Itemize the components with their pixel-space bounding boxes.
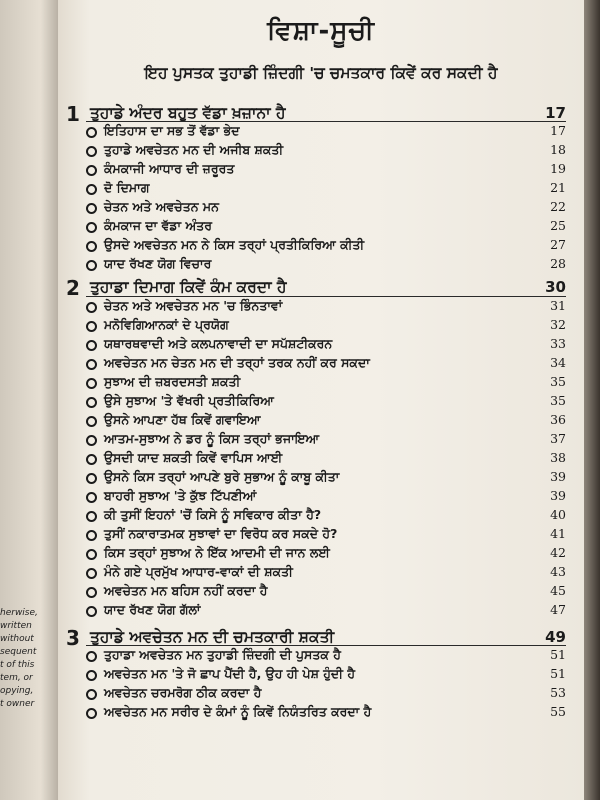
entry-title: ਤੁਹਾਡਾ ਅਵਚੇਤਨ ਮਨ ਤੁਹਾਡੀ ਜ਼ਿੰਦਗੀ ਦੀ ਪੁਸਤਕ ਹੈ <box>104 647 341 662</box>
toc-entry <box>86 256 566 275</box>
bullet-icon <box>86 203 97 214</box>
entry-page: 43 <box>550 564 566 579</box>
toc-entry <box>86 545 566 564</box>
entry-page: 39 <box>550 469 566 484</box>
entry-page: 41 <box>550 526 566 541</box>
entry-title: ਅਵਚੇਤਨ ਮਨ 'ਤੇ ਜੋ ਛਾਪ ਪੈਂਦੀ ਹੈ, ਉਹ ਹੀ ਪੇਸ਼ ਹੁੰਦੀ ਹੈ <box>104 666 355 681</box>
entry-page: 38 <box>550 450 566 465</box>
entry-title: ਕੀ ਤੁਸੀਂ ਇਹਨਾਂ 'ਚੋਂ ਕਿਸੇ ਨੂੰ ਸਵਿਕਾਰ ਕੀਤਾ ਹੈ? <box>104 507 322 522</box>
toc-entry <box>86 526 566 545</box>
bullet-icon <box>86 241 97 252</box>
entry-page: 34 <box>550 355 566 370</box>
bullet-icon <box>86 530 97 541</box>
bullet-icon <box>86 222 97 233</box>
bullet-icon <box>86 473 97 484</box>
bullet-icon <box>86 127 97 138</box>
entry-title: ਅਵਚੇਤਨ ਮਨ ਸਰੀਰ ਦੇ ਕੰਮਾਂ ਨੂੰ ਕਿਵੇਂ ਨਿਯੰਤਰਿਤ ਕਰਦਾ ਹੈ <box>104 704 372 719</box>
bullet-icon <box>86 435 97 446</box>
previous-page-fragment <box>0 0 58 800</box>
chapter-number: 3 <box>66 626 80 650</box>
entry-page: 47 <box>550 602 566 617</box>
bullet-icon <box>86 708 97 719</box>
entry-page: 36 <box>550 412 566 427</box>
toc-entry <box>86 374 566 393</box>
entry-page: 39 <box>550 488 566 503</box>
entry-title: ਯਥਾਰਥਵਾਦੀ ਅਤੇ ਕਲਪਨਾਵਾਦੀ ਦਾ ਸਪੱਸ਼ਟੀਕਰਨ <box>104 336 333 351</box>
chapter-heading <box>66 276 566 298</box>
toc-entry <box>86 469 566 488</box>
bullet-icon <box>86 184 97 195</box>
entry-title: ਮੰਨੇ ਗਏ ਪ੍ਰਮੁੱਖ ਆਧਾਰ-ਵਾਕਾਂ ਦੀ ਸ਼ਕਤੀ <box>104 564 293 579</box>
entry-title: ਦੋ ਦਿਮਾਗ <box>104 180 150 195</box>
prev-page-line: tem, or <box>0 673 33 683</box>
entry-page: 55 <box>550 704 566 719</box>
entry-title: ਤੁਸੀਂ ਨਕਾਰਾਤਮਕ ਸੁਝਾਵਾਂ ਦਾ ਵਿਰੋਧ ਕਰ ਸਕਦੇ ਹੋ? <box>104 526 338 541</box>
toc-entry <box>86 431 566 450</box>
entry-title: ਯਾਦ ਰੱਖਣ ਯੋਗ ਗੱਲਾਂ <box>104 602 201 617</box>
chapter-number: 1 <box>66 102 80 126</box>
entry-page: 27 <box>550 237 566 252</box>
entry-page: 19 <box>550 161 566 176</box>
chapter-page: 17 <box>545 104 566 122</box>
toc-entry <box>86 237 566 256</box>
entry-title: ਤੁਹਾਡੇ ਅਵਚੇਤਨ ਮਨ ਦੀ ਅਜੀਬ ਸ਼ਕਤੀ <box>104 142 284 157</box>
entry-page: 45 <box>550 583 566 598</box>
bullet-icon <box>86 416 97 427</box>
bullet-icon <box>86 260 97 271</box>
bullet-icon <box>86 606 97 617</box>
bullet-icon <box>86 302 97 313</box>
toc-entry <box>86 142 566 161</box>
bullet-icon <box>86 549 97 560</box>
prev-page-line: without <box>0 634 34 644</box>
bullet-icon <box>86 359 97 370</box>
prev-page-line: t of this <box>0 660 35 670</box>
toc-entry <box>86 317 566 336</box>
bullet-icon <box>86 587 97 598</box>
chapter-title: ਤੁਹਾਡਾ ਦਿਮਾਗ ਕਿਵੇਂ ਕੰਮ ਕਰਦਾ ਹੈ <box>90 278 287 296</box>
entry-title: ਚੇਤਨ ਅਤੇ ਅਵਚੇਤਨ ਮਨ 'ਚ ਭਿੰਨਤਾਵਾਂ <box>104 298 283 313</box>
chapter-title: ਤੁਹਾਡੇ ਅਵਚੇਤਨ ਮਨ ਦੀ ਚਮਤਕਾਰੀ ਸ਼ਕਤੀ <box>90 628 335 646</box>
toc-entry <box>86 161 566 180</box>
toc-entry <box>86 180 566 199</box>
divider <box>86 645 566 646</box>
entry-title: ਚੇਤਨ ਅਤੇ ਅਵਚੇਤਨ ਮਨ <box>104 199 219 214</box>
entry-page: 53 <box>550 685 566 700</box>
toc-entry <box>86 704 566 723</box>
toc-entry <box>86 685 566 704</box>
toc-entry <box>86 298 566 317</box>
bullet-icon <box>86 397 97 408</box>
toc-entry <box>86 602 566 621</box>
bullet-icon <box>86 321 97 332</box>
entry-page: 40 <box>550 507 566 522</box>
toc-entry <box>86 355 566 374</box>
entry-title: ਸੁਝਾਅ ਦੀ ਜ਼ਬਰਦਸਤੀ ਸ਼ਕਤੀ <box>104 374 241 389</box>
prev-page-line: written <box>0 621 32 631</box>
bullet-icon <box>86 651 97 662</box>
toc-entry <box>86 218 566 237</box>
bullet-icon <box>86 454 97 465</box>
book-subtitle: ਇਹ ਪੁਸਤਕ ਤੁਹਾਡੀ ਜ਼ਿੰਦਗੀ 'ਚ ਚਮਤਕਾਰ ਕਿਵੇਂ ਕਰ ਸਕਦੀ ਹੈ <box>144 64 498 82</box>
chapter-number: 2 <box>66 276 80 300</box>
chapter-page: 30 <box>545 278 566 296</box>
entry-title: ਮਨੋਵਿਗਿਆਨਕਾਂ ਦੇ ਪ੍ਰਯੋਗ <box>104 317 229 332</box>
contents-page <box>58 0 584 800</box>
entry-title: ਉਸਦੇ ਅਵਚੇਤਨ ਮਨ ਨੇ ਕਿਸ ਤਰ੍ਹਾਂ ਪ੍ਰਤੀਕਿਰਿਆ ਕੀਤੀ <box>104 237 365 252</box>
book-edge <box>584 0 600 800</box>
entry-title: ਅਵਚੇਤਨ ਮਨ ਬਹਿਸ ਨਹੀਂ ਕਰਦਾ ਹੈ <box>104 583 268 598</box>
entry-page: 25 <box>550 218 566 233</box>
entry-title: ਉਸਦੀ ਯਾਦ ਸ਼ਕਤੀ ਕਿਵੇਂ ਵਾਪਿਸ ਆਈ <box>104 450 283 465</box>
entry-title: ਕੰਮਕਾਜੀ ਆਧਾਰ ਦੀ ਜ਼ਰੂਰਤ <box>104 161 235 176</box>
toc-entry <box>86 336 566 355</box>
entry-title: ਯਾਦ ਰੱਖਣ ਯੋਗ ਵਿਚਾਰ <box>104 256 212 271</box>
entry-title: ਉਸੇ ਸੁਝਾਅ 'ਤੇ ਵੱਖਰੀ ਪ੍ਰਤੀਕਿਰਿਆ <box>104 393 274 408</box>
entry-page: 35 <box>550 374 566 389</box>
entry-page: 51 <box>550 647 566 662</box>
entry-page: 22 <box>550 199 566 214</box>
chapter-title: ਤੁਹਾਡੇ ਅੰਦਰ ਬਹੁਤ ਵੱਡਾ ਖ਼ਜ਼ਾਨਾ ਹੈ <box>90 104 286 122</box>
entry-page: 21 <box>550 180 566 195</box>
entry-page: 17 <box>550 123 566 138</box>
toc-entry <box>86 564 566 583</box>
toc-entry <box>86 647 566 666</box>
bullet-icon <box>86 670 97 681</box>
prev-page-line: sequent <box>0 647 37 657</box>
toc-entry <box>86 393 566 412</box>
toc-entry <box>86 412 566 431</box>
entry-title: ਇਤਿਹਾਸ ਦਾ ਸਭ ਤੋਂ ਵੱਡਾ ਭੇਦ <box>104 123 240 138</box>
toc-entry <box>86 450 566 469</box>
bullet-icon <box>86 492 97 503</box>
toc-entry <box>86 199 566 218</box>
entry-page: 18 <box>550 142 566 157</box>
entry-page: 31 <box>550 298 566 313</box>
entry-title: ਅਵਚੇਤਨ ਮਨ ਚੇਤਨ ਮਨ ਦੀ ਤਰ੍ਹਾਂ ਤਰਕ ਨਹੀਂ ਕਰ ਸਕਦਾ <box>104 355 370 370</box>
bullet-icon <box>86 165 97 176</box>
entry-title: ਆਤਮ-ਸੁਝਾਅ ਨੇ ਡਰ ਨੂੰ ਕਿਸ ਤਰ੍ਹਾਂ ਭਜਾਇਆ <box>104 431 320 446</box>
prev-page-line: herwise, <box>0 608 38 618</box>
entry-page: 51 <box>550 666 566 681</box>
bullet-icon <box>86 146 97 157</box>
toc-entry <box>86 488 566 507</box>
bullet-icon <box>86 378 97 389</box>
page-title: ਵਿਸ਼ਾ-ਸੂਚੀ <box>267 16 375 46</box>
entry-page: 32 <box>550 317 566 332</box>
entry-page: 42 <box>550 545 566 560</box>
entry-page: 35 <box>550 393 566 408</box>
entry-title: ਕਿਸ ਤਰ੍ਹਾਂ ਸੁਝਾਅ ਨੇ ਇੱਕ ਆਦਮੀ ਦੀ ਜਾਨ ਲਈ <box>104 545 330 560</box>
entry-title: ਕੰਮਕਾਜ ਦਾ ਵੱਡਾ ਅੰਤਰ <box>104 218 212 233</box>
entry-page: 28 <box>550 256 566 271</box>
prev-page-line: opying, <box>0 686 34 696</box>
prev-page-line: t owner <box>0 699 35 709</box>
entry-title: ਅਵਚੇਤਨ ਚਰਮਰੋਗ ਠੀਕ ਕਰਦਾ ਹੈ <box>104 685 262 700</box>
bullet-icon <box>86 511 97 522</box>
toc-entry <box>86 666 566 685</box>
toc-entry <box>86 583 566 602</box>
bullet-icon <box>86 568 97 579</box>
divider <box>86 296 566 297</box>
divider <box>86 121 566 122</box>
entry-page: 33 <box>550 336 566 351</box>
bullet-icon <box>86 340 97 351</box>
entry-title: ਬਾਹਰੀ ਸੁਝਾਅ 'ਤੇ ਕੁੱਝ ਟਿੱਪਣੀਆਂ <box>104 488 257 503</box>
entry-title: ਉਸਨੇ ਕਿਸ ਤਰ੍ਹਾਂ ਆਪਣੇ ਬੁਰੇ ਸੁਭਾਅ ਨੂੰ ਕਾਬੂ ਕੀਤਾ <box>104 469 340 484</box>
toc-entry <box>86 123 566 142</box>
toc-entry <box>86 507 566 526</box>
bullet-icon <box>86 689 97 700</box>
entry-page: 37 <box>550 431 566 446</box>
entry-title: ਉਸਨੇ ਆਪਣਾ ਹੱਥ ਕਿਵੇਂ ਗਵਾਇਆ <box>104 412 261 427</box>
chapter-page: 49 <box>545 628 566 646</box>
